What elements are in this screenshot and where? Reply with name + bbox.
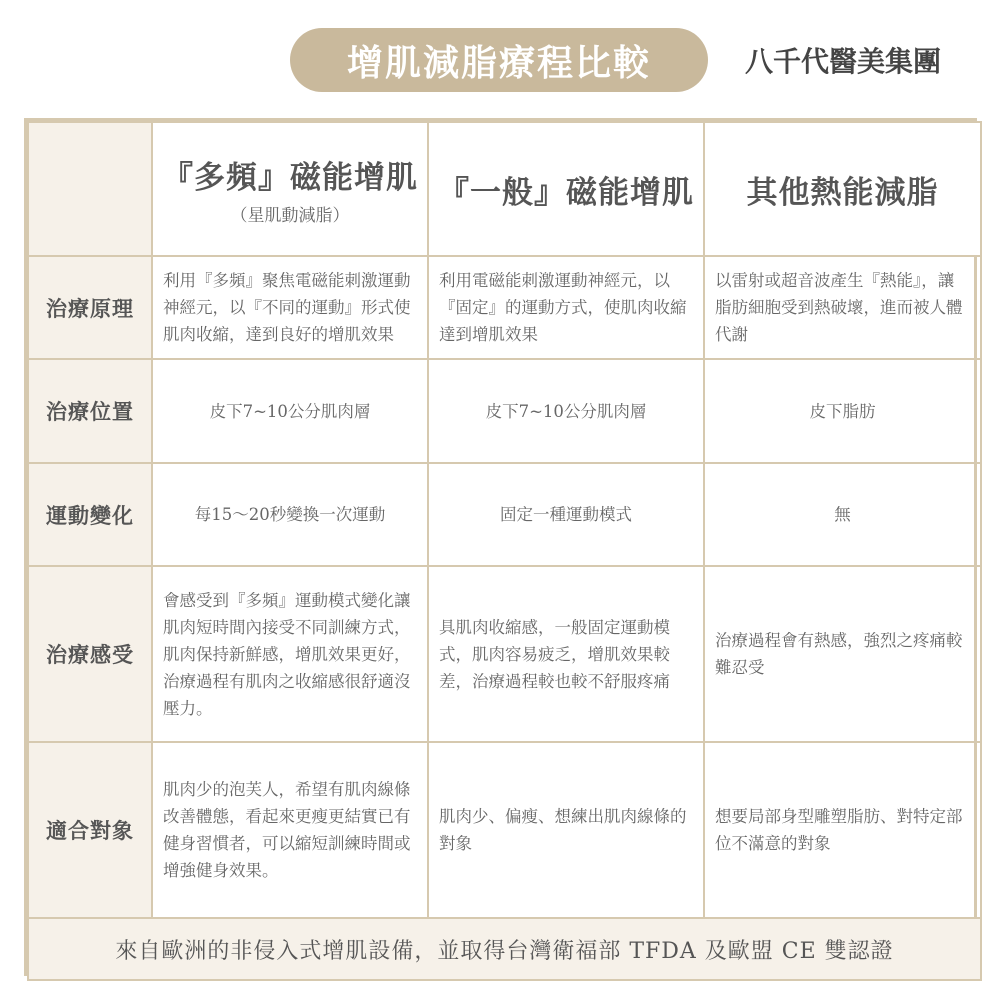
- table-cell: 每15～20秒變換一次運動: [152, 463, 428, 566]
- table-cell: 皮下7~10公分肌肉層: [428, 359, 704, 463]
- table-cell: 利用『多頻』聚焦電磁能刺激運動神經元，以『不同的運動』形式使肌肉收縮，達到良好的增肌效果: [152, 256, 428, 359]
- table-row: [28, 463, 981, 566]
- column-header-multi-frequency: [152, 122, 428, 256]
- table-cell: 想要局部身型雕塑脂肪、對特定部位不滿意的對象: [704, 742, 981, 918]
- page-title: 增肌減脂療程比較: [290, 28, 708, 92]
- table-cell: 以雷射或超音波產生『熱能』，讓脂肪細胞受到熱破壞，進而被人體代謝: [704, 256, 981, 359]
- row-label: 治療原理: [28, 256, 152, 359]
- table-cell: 會感受到『多頻』運動模式變化讓肌肉短時間內接受不同訓練方式，肌肉保持新鮮感，增肌效果更好，治療過程有肌肉之收縮感很舒適沒壓力。: [152, 566, 428, 742]
- row-label: 治療感受: [28, 566, 152, 742]
- table-cell: 利用電磁能刺激運動神經元，以『固定』的運動方式，使肌肉收縮達到增肌效果: [428, 256, 704, 359]
- row-label: 運動變化: [28, 463, 152, 566]
- row-label: 適合對象: [28, 742, 152, 918]
- table-cell: 無: [704, 463, 981, 566]
- table-cell: 肌肉少的泡芙人，希望有肌肉線條改善體態，看起來更瘦更結實已有健身習慣者，可以縮短訓練時間或增強健身效果。: [152, 742, 428, 918]
- comparison-table: [24, 118, 977, 976]
- column-header-thermal: [704, 122, 981, 256]
- certification-note: 來自歐洲的非侵入式增肌設備，並取得台灣衛福部 TFDA 及歐盟 CE 雙認證: [28, 918, 981, 980]
- row-label: 治療位置: [28, 359, 152, 463]
- table-row: [28, 742, 981, 918]
- table-cell: 具肌肉收縮感，一般固定運動模式，肌肉容易疲乏，增肌效果較差，治療過程較也較不舒服疼痛: [428, 566, 704, 742]
- table-row: [28, 566, 981, 742]
- table-cell: 固定一種運動模式: [428, 463, 704, 566]
- table-footer-row: [28, 918, 981, 980]
- table-cell: 治療過程會有熱感，強烈之疼痛較難忍受: [704, 566, 981, 742]
- column-title: 『多頻』磁能增肌: [162, 160, 418, 196]
- comparison-table-grid: [27, 121, 982, 981]
- column-title: 『一般』磁能增肌: [438, 174, 694, 211]
- table-cell: 肌肉少、偏瘦、想練出肌肉線條的對象: [428, 742, 704, 918]
- column-subtitle: （星肌動減脂）: [230, 206, 350, 226]
- table-cell: 皮下7~10公分肌肉層: [152, 359, 428, 463]
- table-cell: 皮下脂肪: [704, 359, 981, 463]
- column-title: 其他熱能減脂: [746, 174, 939, 211]
- table-corner-cell: [28, 122, 152, 256]
- column-header-general: [428, 122, 704, 256]
- table-row: [28, 256, 981, 359]
- brand-name: 八千代醫美集團: [745, 45, 942, 78]
- table-header-row: [28, 122, 981, 256]
- table-row: [28, 359, 981, 463]
